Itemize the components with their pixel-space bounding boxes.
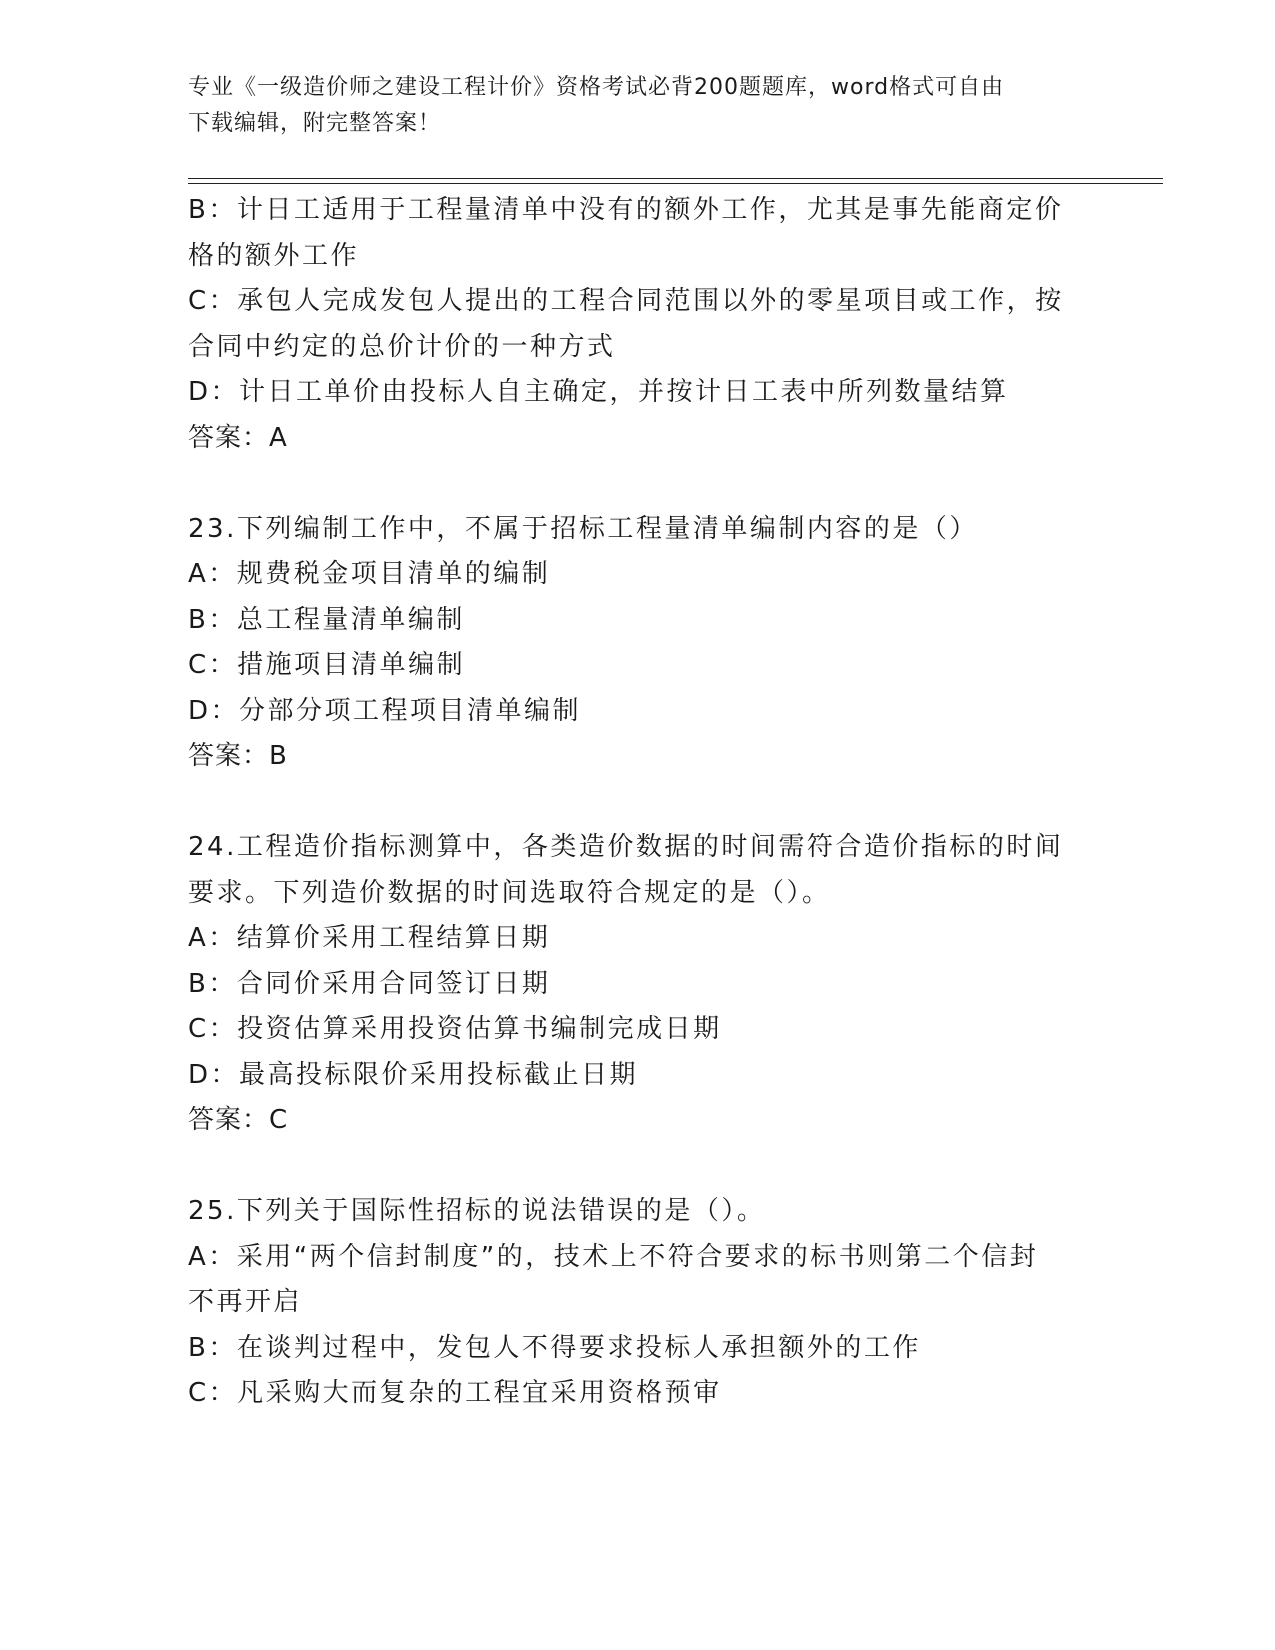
q24-option-b: B：合同价采用合同签订日期 <box>188 968 551 999</box>
document-body <box>188 188 1088 1417</box>
option-c-line-1: C：承包人完成发包人提出的工程合同范围以外的零星项目或工作，按 <box>188 286 1064 316</box>
q23-option-a: A：规费税金项目清单的编制 <box>188 559 551 589</box>
question-24-line-2: 要求。下列造价数据的时间选取符合规定的是（）。 <box>188 877 831 908</box>
q24-option-c: C：投资估算采用投资估算书编制完成日期 <box>188 1014 722 1044</box>
page-header <box>188 70 1088 142</box>
q23-option-c: C：措施项目清单编制 <box>188 650 466 680</box>
spacer <box>188 461 1088 507</box>
q25-option-b: B：在谈判过程中，发包人不得要求投标人承担额外的工作 <box>188 1332 921 1363</box>
question-23: 23.下列编制工作中，不属于招标工程量清单编制内容的是（） <box>188 513 978 544</box>
q25-option-a-line-1: A：采用“两个信封制度”的，技术上不符合要求的标书则第二个信封 <box>188 1241 1039 1272</box>
q23-answer: 答案：B <box>188 741 288 771</box>
question-24-line-1: 24.工程造价指标测算中，各类造价数据的时间需符合造价指标的时间 <box>188 832 1064 862</box>
q25-option-a-line-2: 不再开启 <box>188 1287 303 1317</box>
option-b-line-1: B：计日工适用于工程量清单中没有的额外工作，尤其是事先能商定价 <box>188 195 1064 225</box>
q24-option-d: D：最高投标限价采用投标截止日期 <box>188 1059 639 1090</box>
header-divider-bottom <box>188 183 1163 184</box>
question-25: 25.下列关于国际性招标的说法错误的是（）。 <box>188 1196 766 1226</box>
header-line-1: 专业《一级造价师之建设工程计价》资格考试必背200题题库，word格式可自由 <box>188 75 1005 100</box>
header-divider-top <box>188 178 1163 179</box>
option-d: D：计日工单价由投标人自主确定，并按计日工表中所列数量结算 <box>188 377 1009 407</box>
q23-option-b: B：总工程量清单编制 <box>188 604 465 635</box>
header-line-2: 下载编辑，附完整答案！ <box>188 111 442 136</box>
spacer <box>188 1144 1088 1190</box>
option-b-line-2: 格的额外工作 <box>188 240 360 271</box>
option-c-line-2: 合同中约定的总价计价的一种方式 <box>188 331 616 362</box>
q23-option-d: D：分部分项工程项目清单编制 <box>188 695 582 726</box>
q25-option-c: C：凡采购大而复杂的工程宜采用资格预审 <box>188 1378 722 1408</box>
spacer <box>188 780 1088 826</box>
q24-option-a: A：结算价采用工程结算日期 <box>188 923 551 953</box>
answer: 答案：A <box>188 422 288 453</box>
q24-answer: 答案：C <box>188 1105 289 1135</box>
